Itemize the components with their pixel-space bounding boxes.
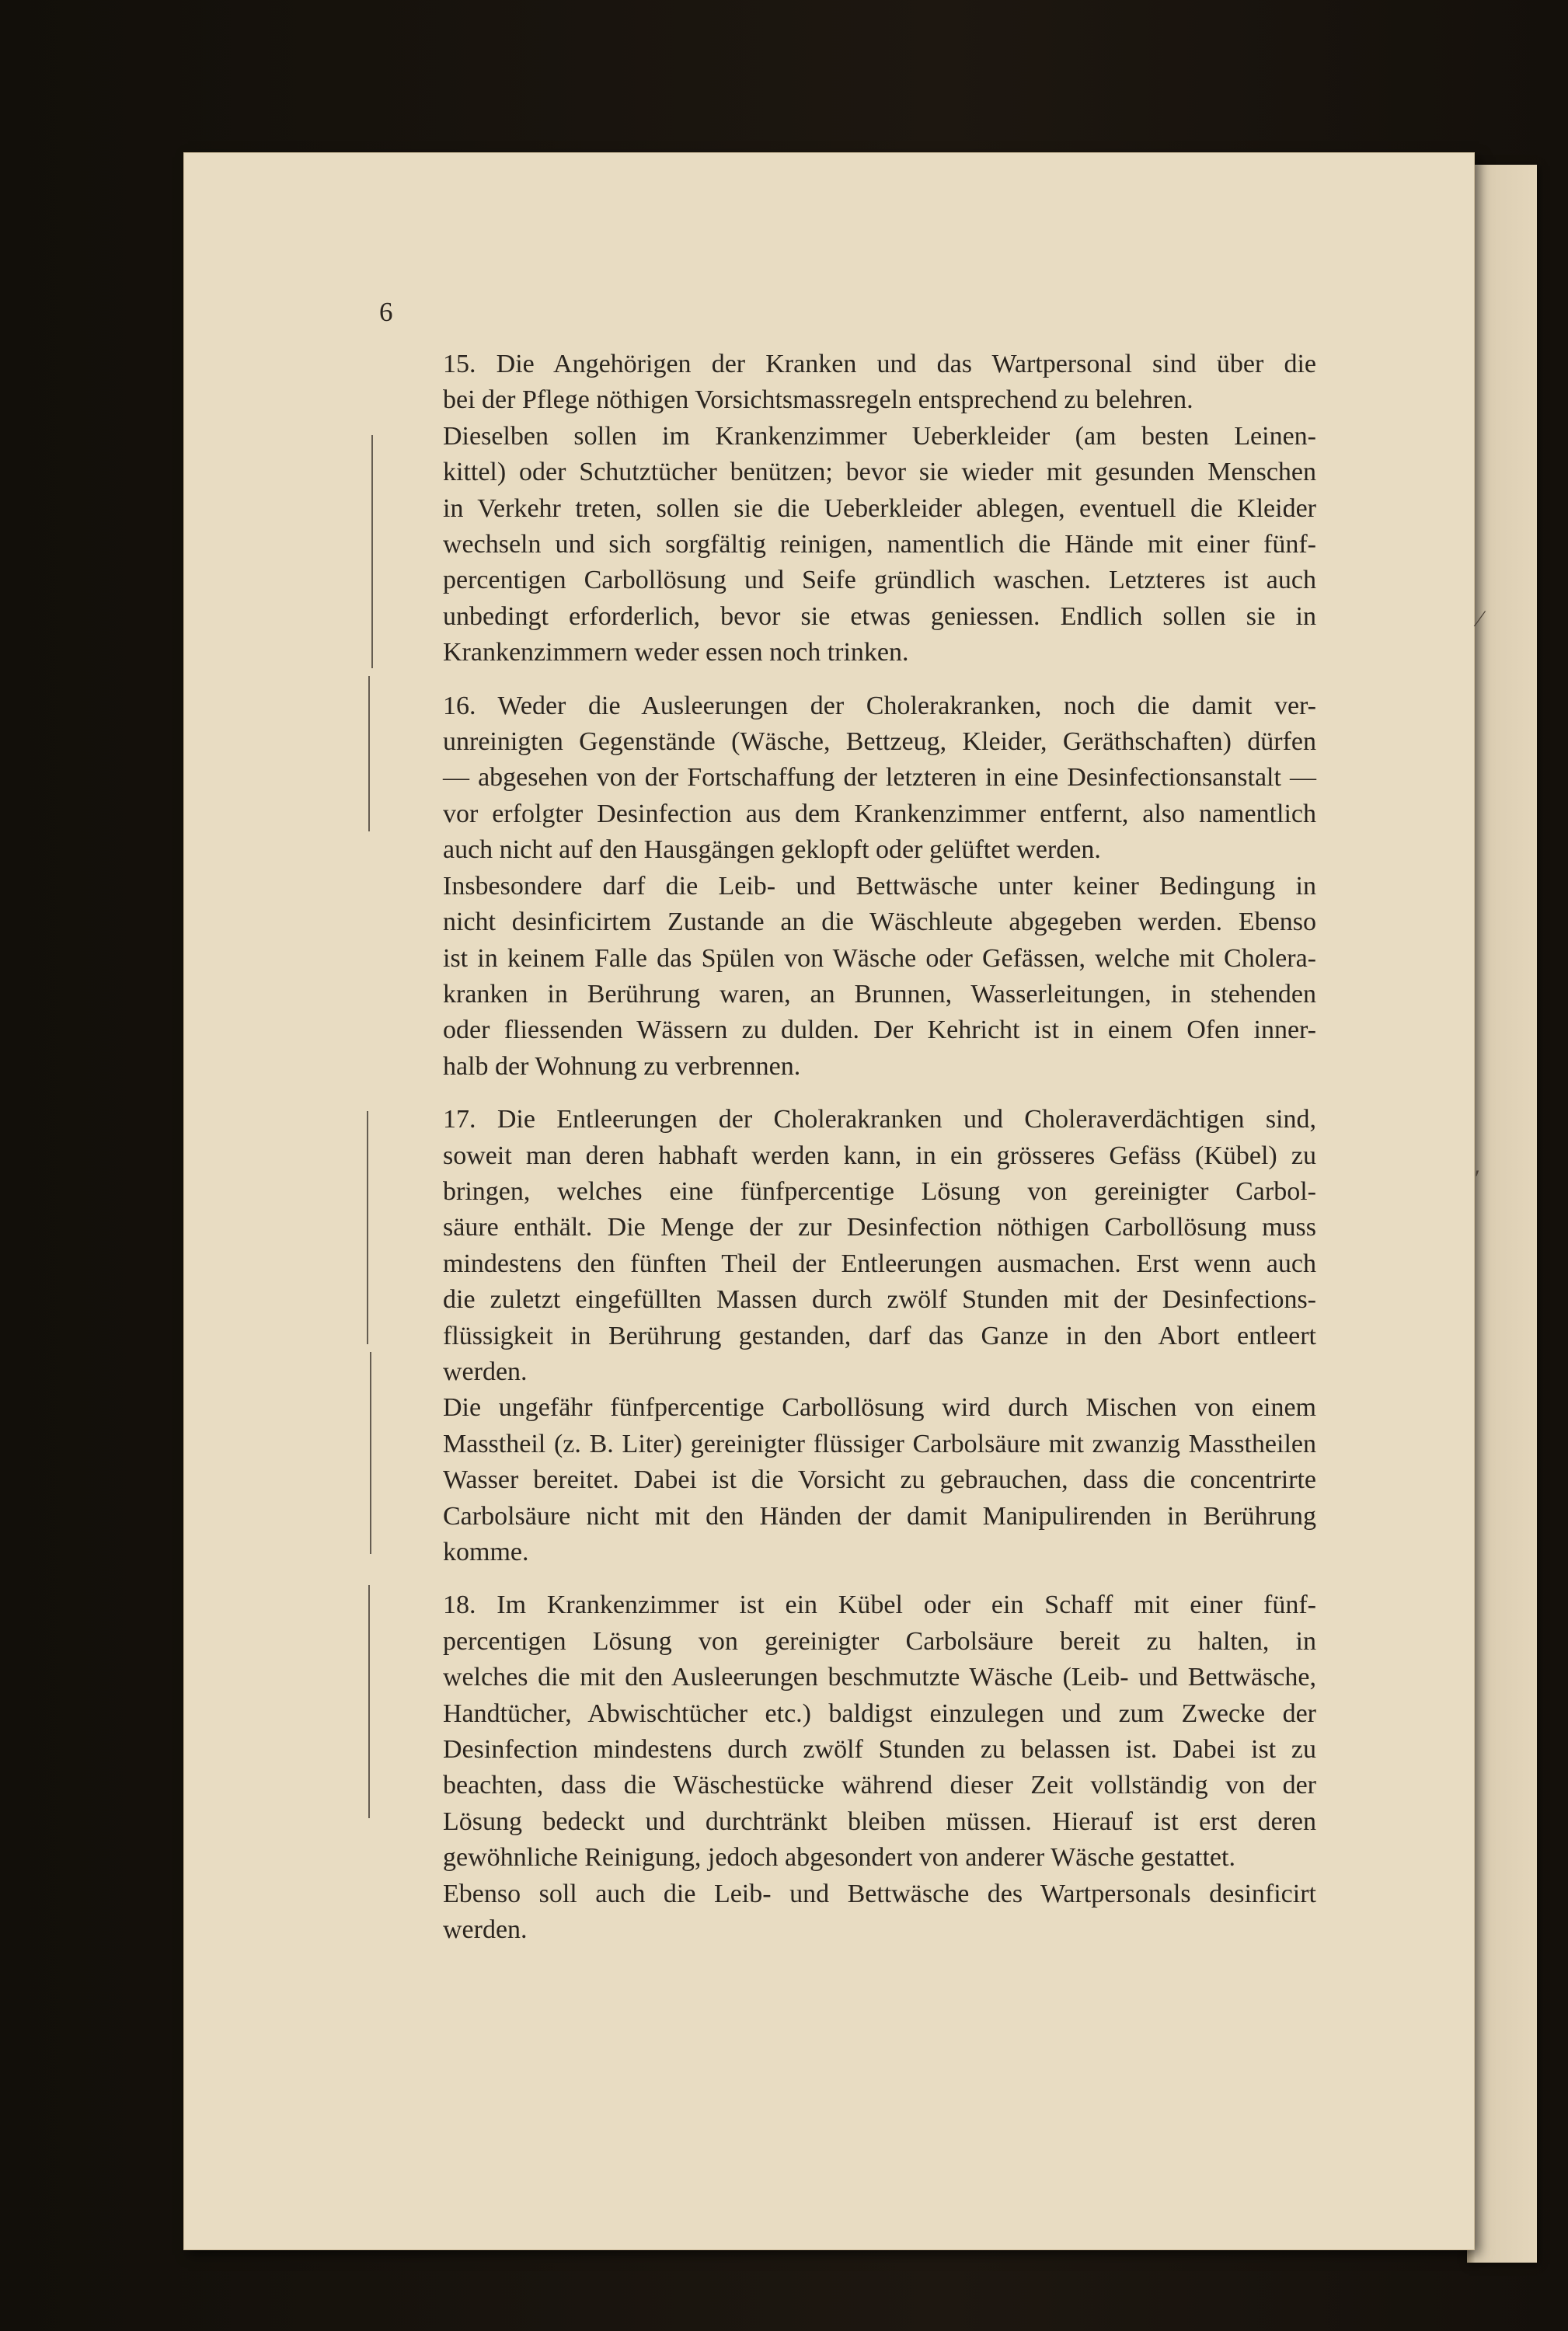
text-line: kranken in Berührung waren, an Brunnen, Wasserleitungen, in stehenden	[443, 979, 1316, 1009]
text-line: nicht desinficirtem Zustande an die Wäschleute abgegeben werden. Ebenso	[443, 908, 1316, 937]
text-line: Die ungefähr fünfpercentige Carbollösung wird durch Mischen von einem	[443, 1393, 1316, 1423]
text-line: wechseln und sich sorgfältig reinigen, namentlich die Hände mit einer fünf-	[443, 530, 1316, 559]
paragraph-15	[382, 347, 1316, 419]
text-line: 18. Im Krankenzimmer ist ein Kübel oder ein Schaff mit einer fünf-	[443, 1591, 1316, 1620]
text-line: flüssigkeit in Berührung gestanden, darf das Ganze in den Abort entleert	[443, 1321, 1316, 1350]
margin-mark	[368, 1585, 370, 1818]
text-line: Lösung bedeckt und durchtränkt bleiben müssen. Hierauf ist erst deren	[443, 1807, 1316, 1836]
text-line: percentigen Carbollösung und Seife gründlich waschen. Letzteres ist auch	[443, 566, 1316, 595]
text-line: Krankenzimmern weder essen noch trinken.	[443, 638, 909, 667]
text-line: vor erfolgter Desinfection aus dem Krankenzimmer entfernt, also namentlich	[443, 799, 1316, 828]
paragraph-16	[382, 688, 1316, 869]
text-line: Masstheil (z. B. Liter) gereinigter flüssiger Carbolsäure mit zwanzig Masstheilen	[443, 1429, 1316, 1458]
text-line: auch nicht auf den Hausgängen geklopft oder gelüftet werden.	[443, 835, 1101, 865]
margin-mark	[370, 1352, 371, 1554]
margin-mark	[371, 435, 373, 668]
paragraph	[382, 869, 1316, 1085]
margin-smudge: ʹ	[1475, 1166, 1480, 1191]
text-line: komme.	[443, 1538, 529, 1566]
paragraph	[382, 419, 1316, 671]
paragraph-17	[382, 1102, 1316, 1390]
text-line: percentigen Lösung von gereinigter Carbolsäure bereit zu halten, in	[443, 1626, 1316, 1656]
text-line: 17. Die Entleerungen der Cholerakranken und Choleraverdächtigen sind,	[443, 1105, 1316, 1134]
margin-mark	[368, 676, 370, 831]
text-line: kittel) oder Schutztücher benützen; bevor sie wieder mit gesunden Menschen	[443, 458, 1316, 487]
text-line: gewöhnliche Reinigung, jedoch abgesondert von anderer Wäsche gestattet.	[443, 1843, 1235, 1873]
text-line: Desinfection mindestens durch zwölf Stunden zu belassen ist. Dabei ist zu	[443, 1735, 1316, 1765]
margin-mark	[367, 1111, 368, 1344]
body-text	[382, 347, 1316, 1948]
paragraph	[382, 1390, 1316, 1570]
text-line: unbedingt erforderlich, bevor sie etwas geniessen. Endlich sollen sie in	[443, 601, 1316, 631]
text-line: beachten, dass die Wäschestücke während dieser Zeit vollständig von der	[443, 1771, 1316, 1800]
text-line: Handtücher, Abwischtücher etc.) baldigst einzulegen und zum Zwecke der	[443, 1699, 1316, 1728]
text-line: säure enthält. Die Menge der zur Desinfection nöthigen Carbollösung muss	[443, 1213, 1316, 1242]
text-line: Wasser bereitet. Dabei ist die Vorsicht zu gebrauchen, dass die concentrirte	[443, 1465, 1316, 1495]
text-line: die zuletzt eingefüllten Massen durch zwölf Stunden mit der Desinfections-	[443, 1285, 1316, 1315]
text-line: werden.	[443, 1357, 528, 1386]
text-line: — abgesehen von der Fortschaffung der letzteren in eine Desinfectionsanstalt —	[443, 763, 1316, 793]
text-line: in Verkehr treten, sollen sie die Ueberkleider ablegen, eventuell die Kleider	[443, 493, 1316, 523]
paragraph-18	[382, 1587, 1316, 1876]
text-line: 15. Die Angehörigen der Kranken und das Wartpersonal sind über die	[443, 350, 1316, 378]
text-line: 16. Weder die Ausleerungen der Cholerakranken, noch die damit ver-	[443, 691, 1316, 720]
text-line: Dieselben sollen im Krankenzimmer Ueberkleider (am besten Leinen-	[443, 421, 1316, 451]
page-number: 6	[379, 297, 393, 327]
text-line: Carbolsäure nicht mit den Händen der damit Manipulirenden in Berührung	[443, 1501, 1316, 1531]
text-line: mindestens den fünften Theil der Entleerungen ausmachen. Erst wenn auch	[443, 1249, 1316, 1278]
text-line: bei der Pflege nöthigen Vorsichtsmassregeln entsprechend zu belehren.	[443, 385, 1193, 415]
text-line: soweit man deren habhaft werden kann, in ein grösseres Gefäss (Kübel) zu	[443, 1141, 1316, 1170]
text-line: halb der Wohnung zu verbrennen.	[443, 1051, 801, 1081]
margin-smudge: ⁄	[1478, 606, 1483, 632]
text-line: oder fliessenden Wässern zu dulden. Der Kehricht ist in einem Ofen inner-	[443, 1016, 1316, 1045]
adjacent-page-edge	[1467, 165, 1537, 2263]
text-line: welches die mit den Ausleerungen beschmutzte Wäsche (Leib- und Bettwäsche,	[443, 1663, 1316, 1692]
text-line: Insbesondere darf die Leib- und Bettwäsche unter keiner Bedingung in	[443, 871, 1316, 901]
paragraph	[382, 1876, 1316, 1949]
text-line: unreinigten Gegenstände (Wäsche, Bettzeug, Kleider, Geräthschaften) dürfen	[443, 727, 1316, 757]
text-line: Ebenso soll auch die Leib- und Bettwäsche des Wartpersonals desinficirt	[443, 1879, 1316, 1908]
text-line: ist in keinem Falle das Spülen von Wäsche oder Gefässen, welche mit Cholera-	[443, 943, 1316, 973]
text-line: werden.	[443, 1915, 528, 1945]
text-line: bringen, welches eine fünfpercentige Lösung von gereinigter Carbol-	[443, 1176, 1316, 1206]
